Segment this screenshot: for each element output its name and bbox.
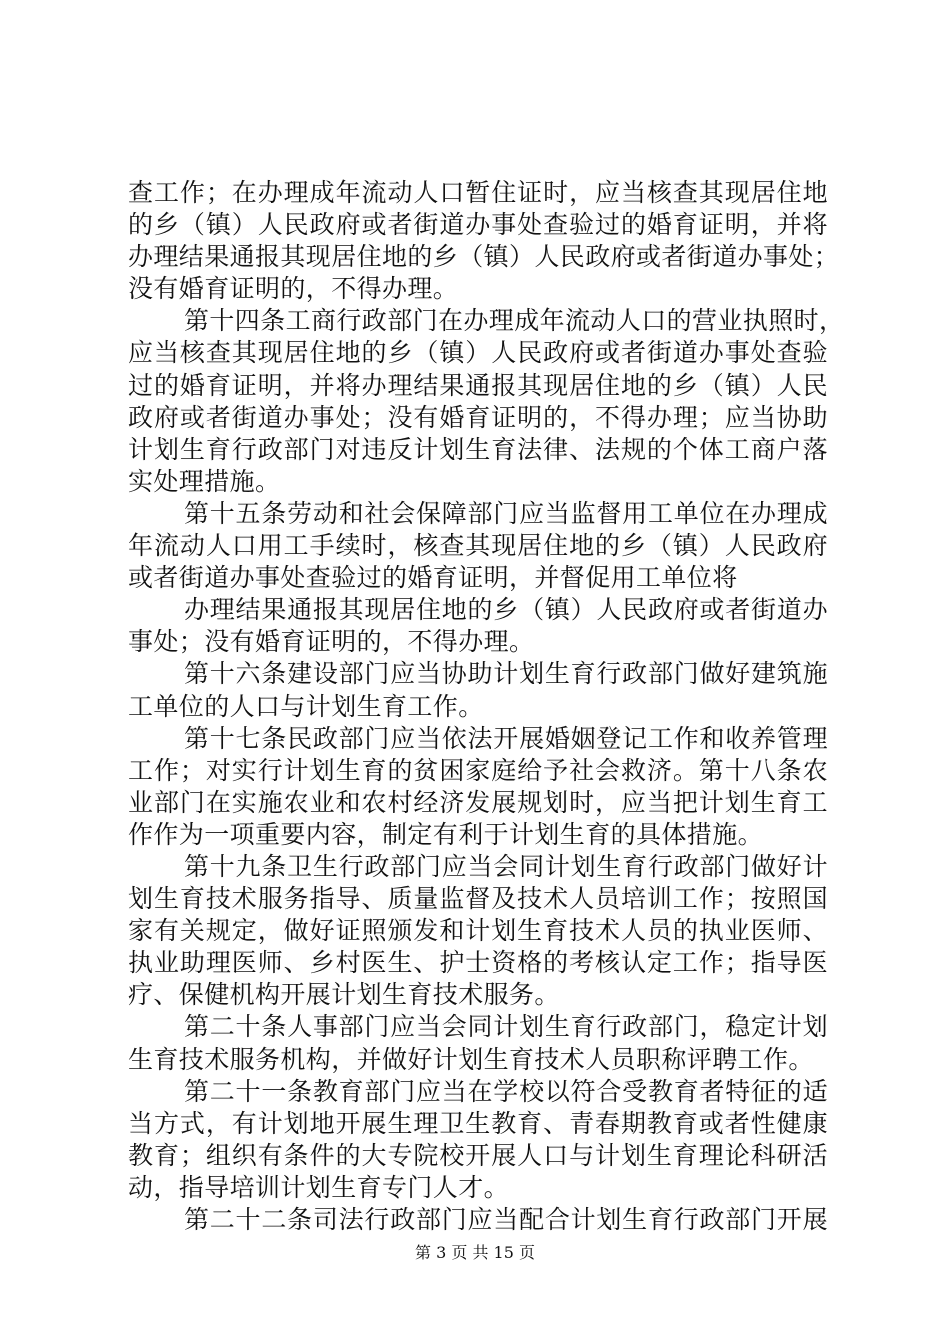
text-line: 家有关规定，做好证照颁发和计划生育技术人员的执业医师、: [128, 916, 828, 946]
text-line: 年流动人口用工手续时，核查其现居住地的乡（镇）人民政府: [128, 531, 828, 561]
text-line: 工单位的人口与计划生育工作。: [128, 691, 484, 721]
text-line: 第十九条卫生行政部门应当会同计划生育行政部门做好计: [184, 851, 828, 881]
text-line: 计划生育行政部门对违反计划生育法律、法规的个体工商户落: [128, 434, 828, 464]
text-line: 教育；组织有条件的大专院校开展人口与计划生育理论科研活: [128, 1140, 828, 1170]
text-line: 业部门在实施农业和农村经济发展规划时，应当把计划生育工: [128, 787, 828, 817]
page-footer: 第 3 页 共 15 页: [415, 1243, 535, 1262]
text-line: 实处理措施。: [128, 466, 281, 496]
text-line: 第十五条劳动和社会保障部门应当监督用工单位在办理成: [184, 498, 828, 528]
text-line: 或者街道办事处查验过的婚育证明，并督促用工单位将: [128, 563, 738, 593]
text-line: 作作为一项重要内容，制定有利于计划生育的具体措施。: [128, 819, 764, 849]
text-line: 划生育技术服务指导、质量监督及技术人员培训工作；按照国: [128, 884, 828, 914]
text-line: 第十六条建设部门应当协助计划生育行政部门做好建筑施: [184, 659, 828, 689]
text-line: 过的婚育证明，并将办理结果通报其现居住地的乡（镇）人民: [128, 370, 828, 400]
text-line: 第二十二条司法行政部门应当配合计划生育行政部门开展: [184, 1205, 828, 1234]
text-line: 没有婚育证明的，不得办理。: [128, 274, 459, 304]
text-line: 第二十一条教育部门应当在学校以符合受教育者特征的适: [184, 1076, 828, 1106]
text-line: 的乡（镇）人民政府或者街道办事处查验过的婚育证明，并将: [128, 210, 828, 240]
text-line: 疗、保健机构开展计划生育技术服务。: [128, 980, 560, 1010]
text-line: 执业助理医师、乡村医生、护士资格的考核认定工作；指导医: [128, 948, 828, 978]
text-line: 应当核查其现居住地的乡（镇）人民政府或者街道办事处查验: [128, 338, 828, 368]
text-line: 办理结果通报其现居住地的乡（镇）人民政府或者街道办事处；: [128, 242, 840, 272]
text-line: 工作；对实行计划生育的贫困家庭给予社会救济。第十八条农: [128, 755, 828, 785]
text-line: 当方式，有计划地开展生理卫生教育、青春期教育或者性健康: [128, 1108, 828, 1138]
text-line: 查工作；在办理成年流动人口暂住证时，应当核查其现居住地: [128, 178, 828, 207]
text-line: 生育技术服务机构，并做好计划生育技术人员职称评聘工作。: [128, 1044, 814, 1074]
text-line: 动，指导培训计划生育专门人才。: [128, 1172, 510, 1202]
text-line: 第十四条工商行政部门在办理成年流动人口的营业执照时，: [184, 306, 845, 336]
document-body: [128, 177, 845, 1236]
text-line: 政府或者街道办事处；没有婚育证明的，不得办理；应当协助: [128, 402, 828, 432]
text-line: 第二十条人事部门应当会同计划生育行政部门，稳定计划: [184, 1012, 828, 1042]
text-line: 事处；没有婚育证明的，不得办理。: [128, 627, 535, 657]
text-line: 办理结果通报其现居住地的乡（镇）人民政府或者街道办: [184, 595, 828, 625]
text-line: 第十七条民政部门应当依法开展婚姻登记工作和收养管理: [184, 723, 828, 753]
